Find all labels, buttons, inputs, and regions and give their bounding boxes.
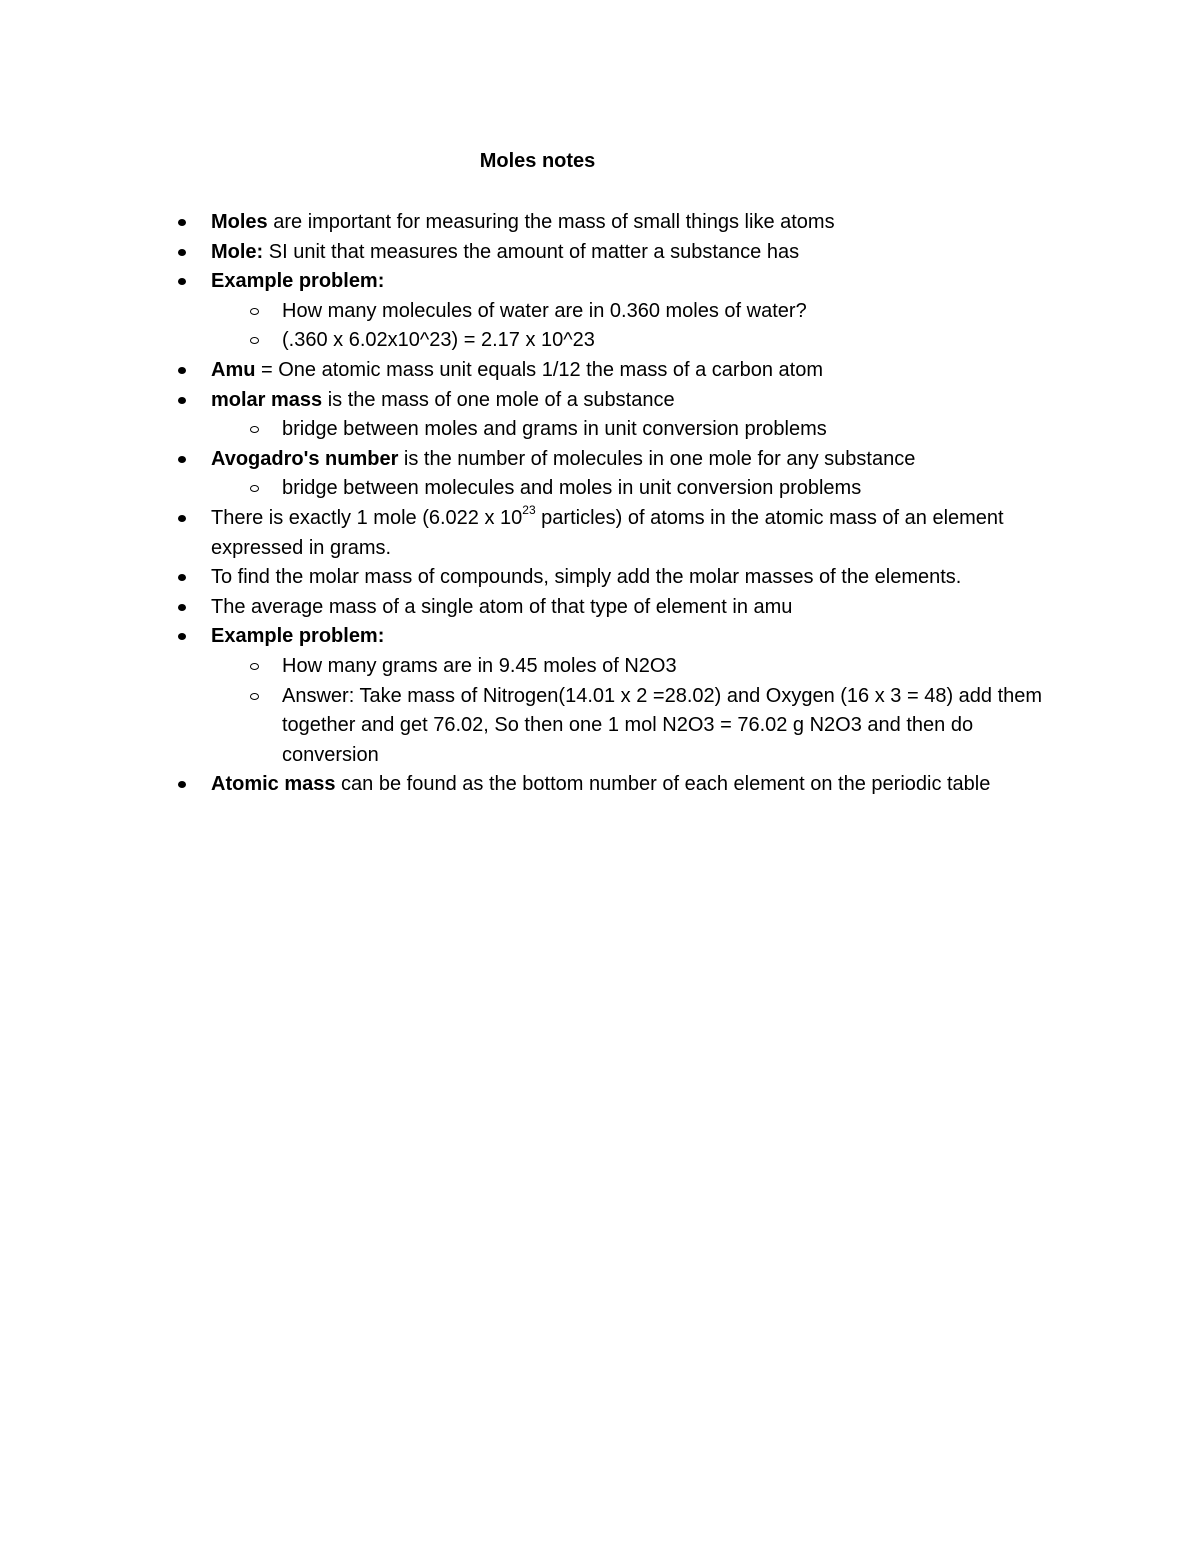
bold-term: Example problem: <box>211 625 385 648</box>
note-text: Answer: Take mass of Nitrogen(14.01 x 2 =28.02) and Oxygen (16 x 3 = 48) add them together and get 76.02, So then one 1 mol N2O3 = 76.02 g N2O3 and then do conversion <box>282 684 1043 766</box>
bullet-dot-icon <box>178 397 186 404</box>
bullet-dot-icon <box>178 515 186 522</box>
sub-bullet-item <box>176 474 1066 504</box>
bullet-circle-icon <box>250 485 259 492</box>
bold-term: Atomic mass <box>211 773 336 796</box>
bullet-dot-icon <box>178 633 186 640</box>
bold-term: Moles <box>211 211 268 233</box>
bullet-dot-icon <box>178 604 186 611</box>
bullet-dot-icon <box>178 456 186 463</box>
sub-bullet-item <box>176 415 1066 445</box>
bold-term: Amu <box>211 358 256 381</box>
note-text: bridge between moles and grams in unit conversion problems <box>282 418 827 441</box>
notes-list <box>176 208 1066 800</box>
bold-term: molar mass <box>211 388 323 411</box>
note-text: (.360 x 6.02x10^23) = 2.17 x 10^23 <box>282 329 595 352</box>
bullet-item <box>176 356 1066 386</box>
sub-bullet-item <box>176 682 1066 771</box>
bullet-item <box>176 563 1066 593</box>
note-text: There is exactly 1 mole (6.022 x 10 <box>211 506 523 529</box>
bullet-circle-icon <box>250 308 259 315</box>
bullet-item <box>176 386 1066 416</box>
note-text: = One atomic mass unit equals 1/12 the mass of a carbon atom <box>255 358 823 381</box>
page-title: Moles notes <box>479 150 596 172</box>
bold-term: Example problem: <box>211 270 385 293</box>
bullet-item <box>176 208 1066 238</box>
bullet-item <box>176 238 1066 268</box>
bullet-dot-icon <box>178 574 186 581</box>
bullet-dot-icon <box>178 367 186 374</box>
bullet-dot-icon <box>178 278 186 285</box>
note-text: To find the molar mass of compounds, simply add the molar masses of the elements. <box>211 566 962 589</box>
note-text: How many grams are in 9.45 moles of N2O3 <box>282 654 677 677</box>
sub-bullet-item <box>176 326 1066 356</box>
bullet-circle-icon <box>250 693 259 700</box>
sub-bullet-item <box>176 652 1066 682</box>
bullet-item <box>176 504 1066 563</box>
note-text: The average mass of a single atom of that type of element in amu <box>211 595 793 618</box>
bullet-dot-icon <box>178 249 186 256</box>
bullet-dot-icon <box>178 781 186 788</box>
note-text: particles) of atoms in the atomic mass of an element expressed in grams. <box>211 506 1004 559</box>
bullet-dot-icon <box>178 219 186 226</box>
superscript: 23 <box>522 503 536 518</box>
note-text: SI unit that measures the amount of matter a substance has <box>263 240 800 263</box>
bullet-circle-icon <box>250 426 259 433</box>
bullet-item <box>176 593 1066 623</box>
bullet-item <box>176 267 1066 297</box>
sub-bullet-item <box>176 297 1066 327</box>
bullet-circle-icon <box>250 663 259 670</box>
note-text: is the mass of one mole of a substance <box>322 388 675 411</box>
bullet-item <box>176 445 1066 475</box>
bold-term: Avogadro's number <box>211 447 399 470</box>
bullet-circle-icon <box>250 337 259 344</box>
bullet-item <box>176 770 1066 800</box>
note-text: can be found as the bottom number of each element on the periodic table <box>335 773 991 796</box>
note-text: is the number of molecules in one mole for any substance <box>398 447 916 470</box>
note-text: How many molecules of water are in 0.360 moles of water? <box>282 299 807 322</box>
bold-term: Mole: <box>211 240 264 263</box>
note-text: are important for measuring the mass of small things like atoms <box>267 211 835 233</box>
bullet-item <box>176 622 1066 652</box>
note-text: bridge between molecules and moles in unit conversion problems <box>282 477 862 500</box>
